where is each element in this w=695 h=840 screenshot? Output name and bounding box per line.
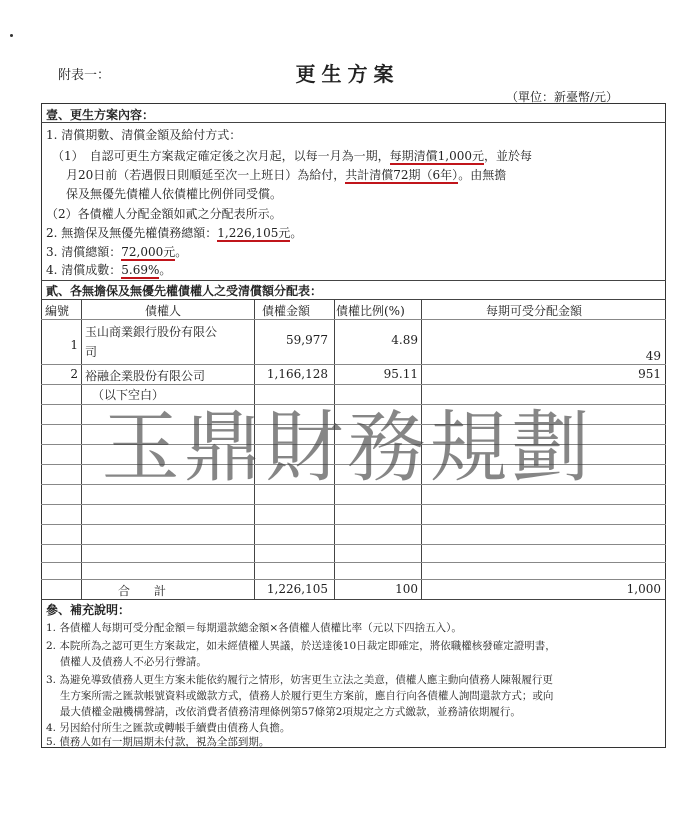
repay-total-value: 72,000元: [121, 245, 176, 259]
total-per-period: 1,000: [626, 582, 661, 596]
col-header-amount: 債權金額: [262, 304, 311, 318]
scan-dot: [10, 34, 13, 37]
section3-heading: 參、補充說明：: [46, 603, 131, 617]
row-ratio: 4.89: [391, 333, 418, 347]
divider: [41, 299, 666, 300]
row-creditor-cont: 司: [85, 345, 98, 359]
item1-line1: [52, 147, 532, 164]
total-amount: 1,226,105: [266, 582, 328, 596]
item2: [46, 224, 302, 241]
unit-label: （單位：新臺幣/元）: [506, 90, 619, 104]
watermark: 玉鼎財務規劃: [101, 403, 594, 493]
row-line: [41, 319, 666, 320]
row-line: [41, 404, 666, 405]
item3-end: 。: [175, 245, 188, 259]
table-col-line: [421, 299, 422, 599]
item1-line2-text: 月20日前（若遇假日則順延至次一上班日）為給付，: [66, 168, 346, 182]
item1-line2: [66, 166, 506, 183]
per-period-highlight: 每期清償1,000元: [389, 149, 484, 163]
note-item: 債權人及債務人不必另行聲請。: [46, 656, 207, 668]
repay-ratio-value: 5.69%: [121, 263, 160, 277]
row-line: [41, 562, 666, 563]
col-header-no: 編號: [45, 304, 70, 318]
row-line: [41, 364, 666, 365]
divider: [41, 599, 666, 600]
blank-note: （以下空白）: [92, 388, 165, 402]
note-item: 5. 債務人如有一期屆期未付款，視為全部到期。: [46, 736, 270, 748]
row-line: [41, 384, 666, 385]
debt-total-value: 1,226,105元: [217, 226, 291, 240]
item4-label: 4. 清償成數：: [46, 263, 122, 277]
total-ratio: 100: [395, 582, 418, 596]
divider: [41, 280, 666, 281]
item2-label: 2. 無擔保及無優先權債務總額：: [46, 226, 218, 240]
section1-heading: 壹、更生方案內容：: [46, 108, 155, 122]
appendix-label: 附表一：: [58, 68, 111, 83]
note-item: 4. 另因給付所生之匯款或轉帳手續費由債務人負擔。: [46, 722, 291, 734]
row-creditor: 玉山商業銀行股份有限公: [85, 325, 218, 339]
row-line: [41, 579, 666, 580]
row-per-period: 951: [638, 367, 661, 381]
item4-end: 。: [159, 263, 172, 277]
row-line: [41, 544, 666, 545]
row-line: [41, 524, 666, 525]
row-line: [41, 504, 666, 505]
col-header-creditor: 債權人: [145, 304, 182, 318]
item1-sub2: （2）各債權人分配金額如貳之分配表所示。: [46, 207, 282, 221]
item3: [46, 243, 187, 260]
row-no: 1: [70, 338, 78, 352]
item1-line3: 保及無優先債權人依債權比例併同受償。: [66, 187, 283, 201]
item3-label: 3. 清償總額：: [46, 245, 122, 259]
row-per-period: 49: [645, 349, 661, 363]
row-no: 2: [70, 367, 78, 381]
note-item: 2. 本院所為之認可更生方案裁定，如未經債權人異議，於送達後10日裁定即確定，將依職權核發確定證明書，: [46, 640, 556, 652]
item1-heading: 1. 清償期數、清償金額及給付方式：: [46, 128, 242, 142]
page-title: 更生方案: [295, 62, 400, 86]
note-item: 3. 為避免導致債務人更生方案未能依約履行之情形，妨害更生立法之美意，債權人應主動向債務人陳報履行更: [46, 674, 553, 686]
col-header-per-period: 每期可受分配金額: [486, 304, 583, 318]
item1-line1-tail: ，並於每: [484, 149, 533, 163]
note-item: 生方案所需之匯款帳號資料或繳款方式，債務人於履行更生方案前，應自行向各債權人詢問還款方式；或向: [46, 690, 554, 702]
item1-line1-text: （1） 自認可更生方案裁定確定後之次月起，以每一月為一期，: [52, 149, 390, 163]
section2-heading: 貳、各無擔保及無優先權債權人之受清償額分配表：: [46, 284, 323, 298]
row-creditor: 裕融企業股份有限公司: [85, 369, 206, 383]
row-amount: 59,977: [286, 333, 328, 347]
total-periods-highlight: 共計清償72期（6年）: [345, 168, 459, 182]
col-header-ratio: 債權比例(%): [336, 304, 405, 318]
item1-line2-tail: 。由無擔: [458, 168, 507, 182]
item4: [46, 261, 171, 278]
row-line: [41, 464, 666, 465]
row-ratio: 95.11: [383, 367, 418, 381]
total-label: 合 計: [118, 584, 167, 598]
item2-end: 。: [290, 226, 303, 240]
row-line: [41, 484, 666, 485]
row-line: [41, 444, 666, 445]
table-col-line: [81, 299, 82, 599]
row-amount: 1,166,128: [266, 367, 328, 381]
note-item: 最大債權金融機構聲請，改依消費者債務清理條例第57條第2項規定之方式繳款，並務請依期履行。: [46, 706, 521, 718]
row-line: [41, 424, 666, 425]
note-item: 1. 各債權人每期可受分配金額＝每期還款總金額×各債權人債權比率（元以下四捨五入）。: [46, 622, 462, 634]
